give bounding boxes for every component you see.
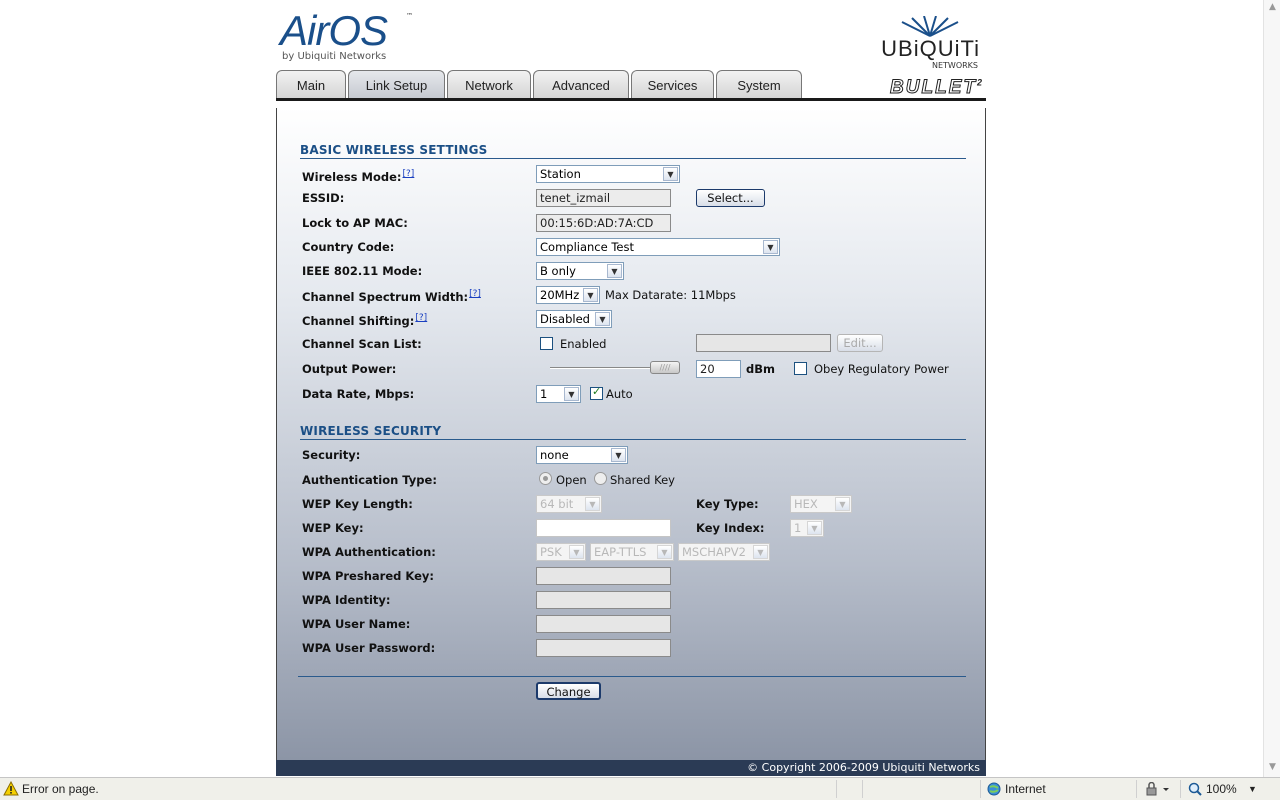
wep-key-length-select[interactable]: 64 bit ▼ [536, 495, 602, 513]
wpa-password-field[interactable] [536, 639, 671, 657]
status-divider [1180, 780, 1181, 798]
scan-list-edit-button[interactable]: Edit... [837, 334, 883, 352]
obey-regulatory-checkbox[interactable] [794, 362, 807, 375]
status-divider [1136, 780, 1137, 798]
section-divider [300, 439, 966, 440]
essid-label: ESSID: [302, 191, 345, 205]
zoom-level[interactable]: 100% [1206, 782, 1237, 796]
channel-width-select[interactable]: 20MHz ▼ [536, 286, 600, 304]
wireless-mode-label: Wireless Mode:[?] [302, 169, 415, 184]
wireless-security-title: WIRELESS SECURITY [300, 424, 442, 438]
product-logo [890, 77, 984, 99]
chevron-down-icon: ▼ [583, 288, 598, 302]
chevron-down-icon: ▼ [763, 240, 778, 254]
chevron-down-icon: ▼ [611, 448, 626, 462]
wpa-auth-label: WPA Authentication: [302, 545, 436, 559]
essid-field[interactable]: tenet_izmail [536, 189, 671, 207]
browser-status-bar [0, 777, 1280, 800]
airos-byline: by Ubiquiti Networks [282, 51, 387, 62]
wpa-identity-field[interactable] [536, 591, 671, 609]
chevron-down-icon: ▼ [607, 264, 622, 278]
output-power-field[interactable]: 20 [696, 360, 741, 378]
wpa-user-field[interactable] [536, 615, 671, 633]
ubiquiti-name: UBiQUiTi [881, 36, 980, 61]
output-power-unit: dBm [746, 362, 775, 376]
tab-system[interactable]: System [716, 70, 802, 99]
security-select[interactable]: none ▼ [536, 446, 628, 464]
auth-type-label: Authentication Type: [302, 473, 437, 487]
auth-open-label: Open [556, 473, 587, 487]
scan-list-label: Channel Scan List: [302, 337, 422, 351]
security-label: Security: [302, 448, 361, 462]
scroll-down-icon[interactable]: ▼ [1269, 762, 1276, 772]
wep-key-length-label: WEP Key Length: [302, 497, 413, 511]
product-suffix: 2 [976, 77, 984, 88]
obey-regulatory-label: Obey Regulatory Power [814, 362, 949, 376]
chevron-down-icon: ▼ [569, 545, 584, 559]
chevron-down-icon: ▼ [595, 312, 610, 326]
chevron-down-icon: ▼ [663, 167, 678, 181]
tab-divider [276, 98, 986, 101]
help-link[interactable]: [?] [402, 169, 415, 179]
chevron-down-icon: ▼ [585, 497, 600, 511]
country-code-select[interactable]: Compliance Test ▼ [536, 238, 780, 256]
max-datarate-text: Max Datarate: 11Mbps [605, 288, 736, 302]
ubiquiti-networks: NETWORKS [931, 61, 978, 70]
airos-logo [280, 8, 420, 64]
wpa-psk-label: WPA Preshared Key: [302, 569, 434, 583]
data-rate-auto-checkbox[interactable] [590, 387, 603, 400]
main-tabs [276, 70, 804, 99]
key-index-select[interactable]: 1 ▼ [790, 519, 824, 537]
globe-icon [987, 782, 1001, 796]
wpa-auth-method-select[interactable]: PSK ▼ [536, 543, 586, 561]
tab-link-setup[interactable]: Link Setup [348, 70, 445, 99]
channel-shifting-select[interactable]: Disabled ▼ [536, 310, 612, 328]
ieee-mode-select[interactable]: B only ▼ [536, 262, 624, 280]
help-link[interactable]: [?] [469, 289, 481, 299]
wpa-user-label: WPA User Name: [302, 617, 411, 631]
key-type-label: Key Type: [696, 497, 759, 511]
key-index-label: Key Index: [696, 521, 765, 535]
tab-services[interactable]: Services [631, 70, 714, 99]
ubiquiti-logo [862, 16, 982, 72]
help-link[interactable]: [?] [415, 313, 428, 323]
section-divider [300, 158, 966, 159]
chevron-down-icon: ▼ [753, 545, 768, 559]
status-message: Error on page. [22, 782, 99, 796]
tab-main[interactable]: Main [276, 70, 346, 99]
wpa-eap-select[interactable]: EAP-TTLS ▼ [590, 543, 674, 561]
tab-network[interactable]: Network [447, 70, 531, 99]
status-divider [862, 780, 863, 798]
scan-list-field[interactable] [696, 334, 831, 352]
change-button[interactable]: Change [536, 682, 601, 700]
channel-width-label: Channel Spectrum Width:[?] [302, 289, 481, 304]
status-divider [836, 780, 837, 798]
chevron-down-icon: ▼ [564, 387, 579, 401]
product-name: BULLET [890, 77, 977, 98]
data-rate-auto-label: Auto [606, 387, 633, 401]
tab-advanced[interactable]: Advanced [533, 70, 629, 99]
lock-ap-mac-field[interactable]: 00:15:6D:AD:7A:CD [536, 214, 671, 232]
auth-open-radio[interactable] [539, 472, 552, 485]
airos-brand-text: AirOS [280, 7, 388, 54]
chevron-down-icon: ▼ [657, 545, 672, 559]
trademark-mark: ™ [406, 12, 413, 20]
zoom-icon[interactable] [1188, 782, 1202, 796]
wpa-identity-label: WPA Identity: [302, 593, 391, 607]
wep-key-field[interactable] [536, 519, 671, 537]
data-rate-select[interactable]: 1 ▼ [536, 385, 581, 403]
chevron-down-icon[interactable]: ▼ [1248, 784, 1257, 794]
essid-select-button[interactable]: Select... [696, 189, 765, 207]
auth-shared-radio[interactable] [594, 472, 607, 485]
basic-wireless-title: BASIC WIRELESS SETTINGS [300, 143, 488, 157]
chevron-down-icon: ▼ [835, 497, 850, 511]
country-code-label: Country Code: [302, 240, 395, 254]
page [276, 0, 986, 776]
status-divider [980, 780, 981, 798]
channel-shifting-label: Channel Shifting:[?] [302, 313, 428, 328]
key-type-select[interactable]: HEX ▼ [790, 495, 852, 513]
scan-list-enabled-checkbox[interactable] [540, 337, 553, 350]
scan-list-enabled-label: Enabled [560, 337, 607, 351]
protected-mode-icon[interactable] [1146, 782, 1172, 796]
vertical-scrollbar[interactable] [1263, 0, 1280, 777]
copyright-footer: © Copyright 2006-2009 Ubiquiti Networks [276, 760, 986, 776]
chevron-down-icon: ▼ [807, 521, 822, 535]
ubiquiti-dish-icon [900, 16, 960, 38]
ieee-mode-label: IEEE 802.11 Mode: [302, 264, 423, 278]
warning-icon[interactable] [3, 781, 19, 796]
content-panel [276, 108, 986, 760]
wireless-mode-select[interactable]: Station ▼ [536, 165, 680, 183]
wpa-psk-field[interactable] [536, 567, 671, 585]
form-divider [298, 676, 966, 677]
data-rate-label: Data Rate, Mbps: [302, 387, 415, 401]
wpa-inner-auth-select[interactable]: MSCHAPV2 ▼ [678, 543, 770, 561]
wpa-password-label: WPA User Password: [302, 641, 436, 655]
auth-shared-label: Shared Key [610, 473, 675, 487]
output-power-label: Output Power: [302, 362, 397, 376]
wep-key-label: WEP Key: [302, 521, 364, 535]
lock-ap-mac-label: Lock to AP MAC: [302, 216, 408, 230]
security-zone: Internet [1005, 782, 1046, 796]
output-power-slider-handle[interactable]: //// [650, 361, 680, 374]
scroll-up-icon[interactable]: ▲ [1269, 2, 1276, 12]
